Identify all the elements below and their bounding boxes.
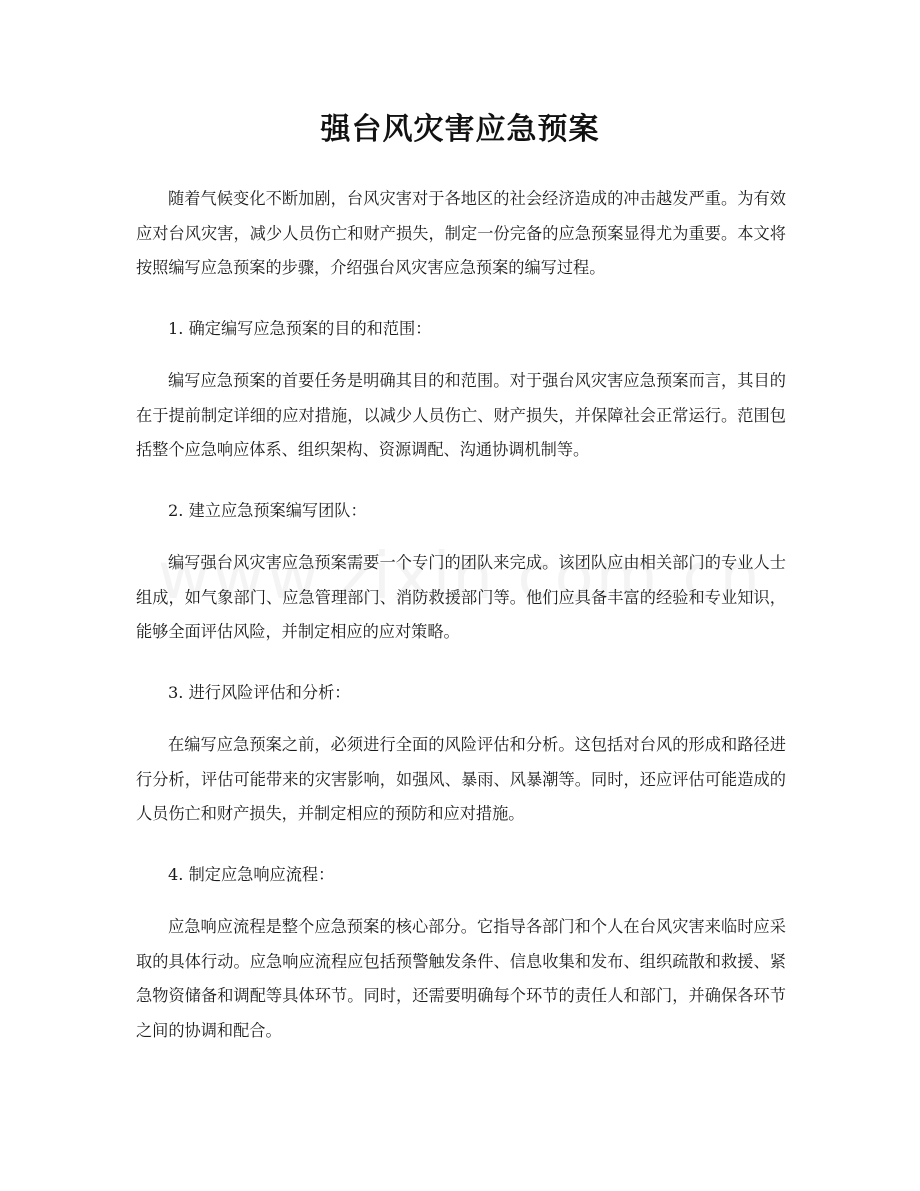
section-body-3: 在编写应急预案之前，必须进行全面的风险评估和分析。这包括对台风的形成和路径进行分析，评估可能带来的灾害影响，如强风、暴雨、风暴潮等。同时，还应评估可能造成的人员伤亡和财产损失，并制定相应的预防和应对措施。 <box>136 735 786 823</box>
section-body-4: 应急响应流程是整个应急预案的核心部分。它指导各部门和个人在台风灾害来临时应采取的具体行动。应急响应流程应包括预警触发条件、信息收集和发布、组织疏散和救援、紧急物资储备和调配等具体环节。同时，还需要明确每个环节的责任人和部门，并确保各环节之间的协调和配合。 <box>136 917 786 1040</box>
document-title: 强台风灾害应急预案 <box>320 112 600 147</box>
section-heading-1: 1. 确定编写应急预案的目的和范围： <box>168 318 432 338</box>
section-heading-2: 2. 建立应急预案编写团队： <box>168 500 367 520</box>
section-heading-4: 4. 制定应急响应流程： <box>168 864 335 884</box>
section-body-2: 编写强台风灾害应急预案需要一个专门的团队来完成。该团队应由相关部门的专业人士组成，如气象部门、应急管理部门、消防救援部门等。他们应具备丰富的经验和专业知识，能够全面评估风险，并制定相应的应对策略。 <box>136 553 786 641</box>
section-heading-3: 3. 进行风险评估和分析： <box>168 682 351 702</box>
intro-paragraph: 随着气候变化不断加剧，台风灾害对于各地区的社会经济造成的冲击越发严重。为有效应对台风灾害，减少人员伤亡和财产损失，制定一份完备的应急预案显得尤为重要。本文将按照编写应急预案的步骤，介绍强台风灾害应急预案的编写过程。 <box>136 189 786 277</box>
section-body-1: 编写应急预案的首要任务是明确其目的和范围。对于强台风灾害应急预案而言，其目的在于提前制定详细的应对措施，以减少人员伤亡、财产损失，并保障社会正常运行。范围包括整个应急响应体系、组织架构、资源调配、沟通协调机制等。 <box>136 371 786 459</box>
document-body <box>136 182 786 1074</box>
